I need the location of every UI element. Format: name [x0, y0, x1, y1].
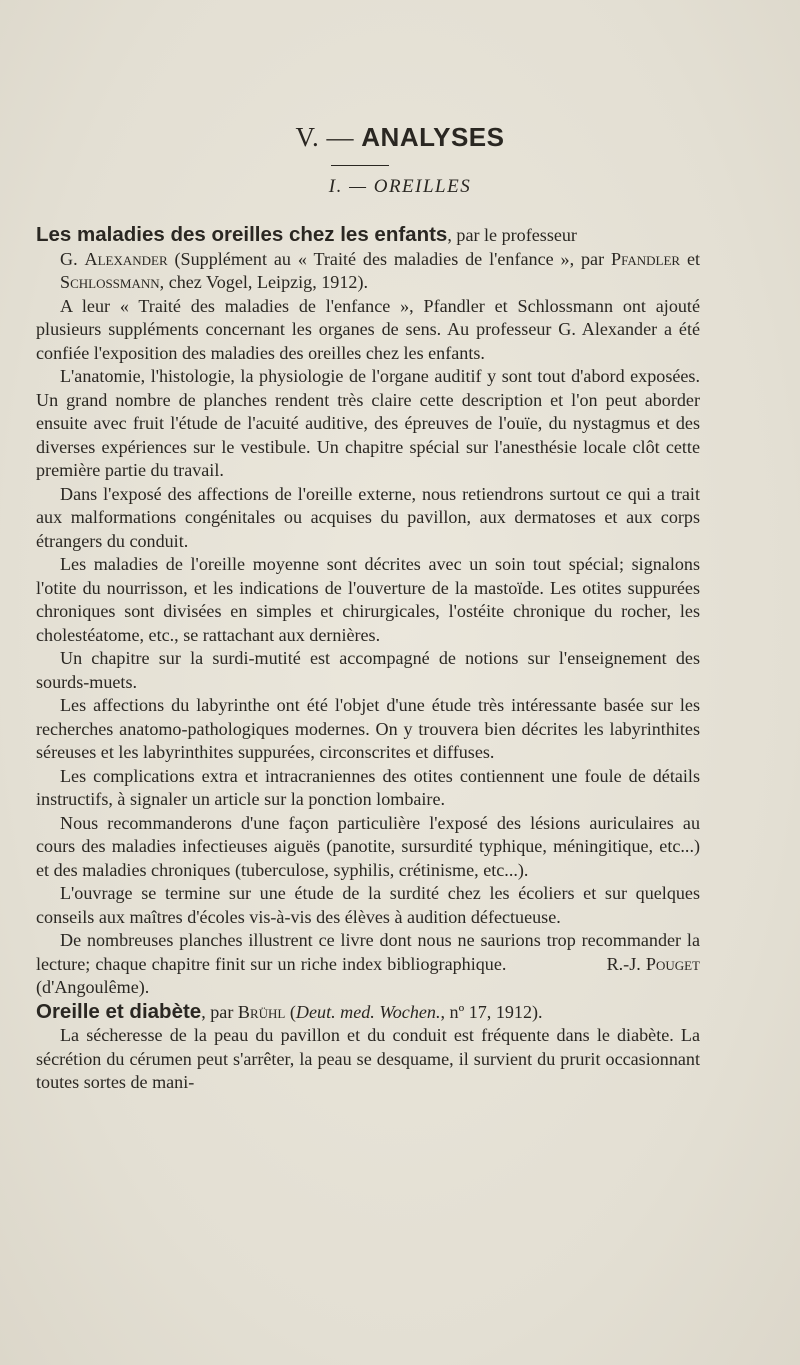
- pub-and: et: [686, 248, 701, 269]
- article2-text: La sécheresse de la peau du pavillon et du conduit est fréquente dans le diabète. La sécrétion du cérumen peut s'arrêter, la peau se desquame, il survient du prurit occasionnant toutes sortes de mani-: [36, 1025, 700, 1092]
- subsection-title: I. — OREILLES: [328, 176, 472, 197]
- last-paragraph-text: De nombreuses planches illustrent ce livre dont nous ne saurions trop recommander la lecture; chaque chapitre finit sur un riche index bibliographique.: [36, 930, 700, 974]
- pub-author1: Pfandler: [611, 248, 681, 269]
- article2-heading: [36, 1000, 700, 1025]
- paragraph: Un chapitre sur la surdi-mutité est accompagné de notions sur l'enseignement des sourds-muets.: [36, 648, 700, 692]
- paragraph: Les complications extra et intracraniennes des otites contiennent une foule de détails instructifs, à signaler un article sur la ponction lombaire.: [36, 765, 700, 809]
- pub-author2: Schlossmann: [60, 272, 160, 292]
- signature-initials: R.-J.: [606, 953, 641, 974]
- article1-citation: [36, 248, 700, 295]
- author-name: Alexander: [84, 248, 168, 269]
- pub-line-start: par: [581, 248, 605, 269]
- paragraph: L'ouvrage se termine sur une étude de la surdité chez les écoliers et sur quelques conseils aux maîtres d'écoles vis-à-vis des élèves à audition défectueuse.: [36, 883, 700, 927]
- signature-place: (d'Angoulême).: [36, 977, 150, 997]
- section-title: [0, 122, 800, 153]
- paragraph: Nous recommanderons d'une façon particulière l'exposé des lésions auriculaires au cours des maladies infectieuses aiguës (panotite, sursurdité typhique, méningitique, etc...) et des maladies chroniques (tuberculose, syphilis, crétinisme, etc...).: [36, 812, 700, 880]
- article2-journal: Deut. med. Wochen.: [295, 1001, 441, 1022]
- supplement-text: (Supplément au « Traité des maladies de l'enfance »,: [174, 248, 575, 269]
- article1-heading: [36, 223, 700, 248]
- article2-author: Brühl: [237, 1001, 286, 1022]
- paragraph: Les maladies de l'oreille moyenne sont décrites avec un soin tout spécial; signalons l'otite du nourrisson, et les indications de l'ouverture de la mastoïde. Les otites suppurées chroniques sont divisées en simples et chirurgicales, l'ostéite chronique du rocher, les cholestéatome, etc., se rattachant aux dernières.: [36, 554, 700, 645]
- article2-by: , par: [201, 1001, 234, 1022]
- paragraph: A leur « Traité des maladies de l'enfance », Pfandler et Schlossmann ont ajouté plusieurs suppléments concernant les organes de sens. Au professeur G. Alexander a été confiée l'exposition des maladies des oreilles chez les enfants.: [36, 295, 700, 363]
- article2-title: Oreille et diabète: [36, 999, 202, 1023]
- last-paragraph: [36, 929, 700, 1000]
- author-prefix: G.: [60, 248, 78, 269]
- article-body: [36, 223, 700, 1095]
- pub-rest: , chez Vogel, Leipzig, 1912).: [159, 272, 369, 292]
- article1-intro-suffix: , par le professeur: [447, 225, 577, 245]
- signature-name: Pouget: [645, 953, 700, 974]
- citation-open: (: [289, 1001, 296, 1022]
- section-heading: ANALYSES: [361, 122, 505, 152]
- citation-rest: , nº 17, 1912).: [440, 1001, 543, 1022]
- article1-title: Les maladies des oreilles chez les enfants: [36, 223, 448, 246]
- paragraph: Les affections du labyrinthe ont été l'objet d'une étude très intéressante basée sur les recherches anatomo-pathologiques modernes. On y trouvera bien décrites les labyrinthites séreuses et les labyrinthites suppurées, circonscrites et diffuses.: [36, 695, 700, 762]
- section-number: V. —: [295, 122, 355, 152]
- paragraph: Dans l'exposé des affections de l'oreille externe, nous retiendrons surtout ce qui a trait aux malformations congénitales ou acquises du pavillon, aux dermatoses et aux corps étrangers du conduit.: [36, 483, 700, 551]
- paragraph: L'anatomie, l'histologie, la physiologie de l'organe auditif y sont tout d'abord exposées. Un grand nombre de planches rendent très claire cette description et l'on peut aborder ensuite avec fruit l'étude de l'acuité auditive, des épreuves de l'ouïe, du nystagmus et des diverses expériences sur le vestibule. Un chapitre spécial sur l'anesthésie locale clôt cette première partie du travail.: [36, 366, 700, 480]
- title-rule: [331, 165, 389, 166]
